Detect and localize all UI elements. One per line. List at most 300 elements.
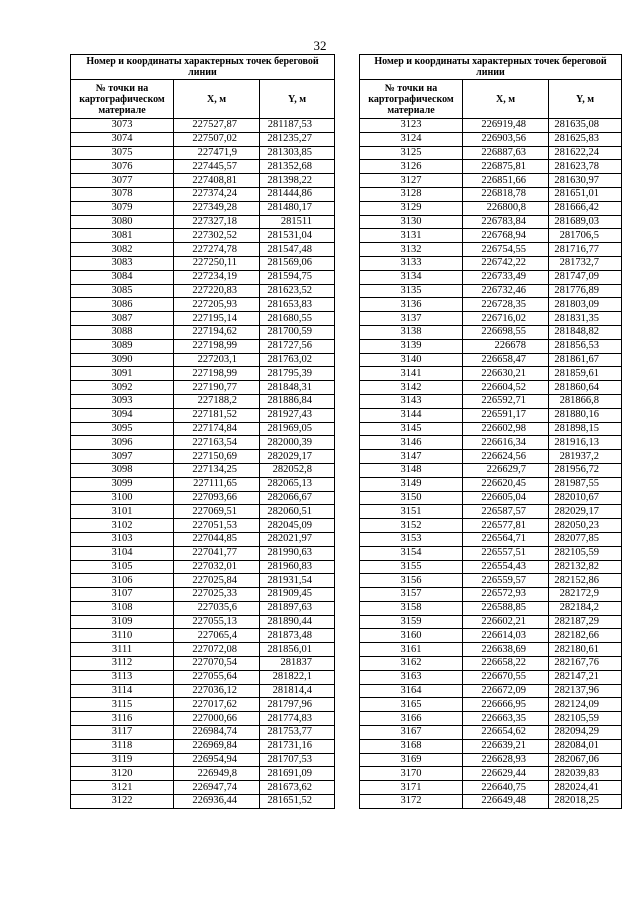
point-number-cell: 3114 xyxy=(71,684,174,698)
y-coordinate-cell: 281352,68 xyxy=(260,160,335,174)
y-coordinate-cell: 281880,16 xyxy=(549,408,622,422)
point-number-cell: 3169 xyxy=(360,753,463,767)
y-coordinate-cell: 281731,16 xyxy=(260,739,335,753)
point-number-cell: 3105 xyxy=(71,560,174,574)
point-number-cell: 3085 xyxy=(71,284,174,298)
y-coordinate-cell: 282147,21 xyxy=(549,670,622,684)
x-coordinate-cell: 226783,84 xyxy=(463,215,549,229)
x-coordinate-cell: 226716,02 xyxy=(463,312,549,326)
table-row xyxy=(71,312,335,326)
y-coordinate-cell: 281666,42 xyxy=(549,201,622,215)
x-coordinate-cell: 226614,03 xyxy=(463,629,549,643)
y-coordinate-cell: 281909,45 xyxy=(260,588,335,602)
point-number-cell: 3124 xyxy=(360,132,463,146)
point-number-cell: 3090 xyxy=(71,353,174,367)
table-row xyxy=(360,781,622,795)
y-coordinate-cell: 281956,72 xyxy=(549,463,622,477)
table-row xyxy=(71,450,335,464)
table-row xyxy=(71,781,335,795)
point-number-cell: 3096 xyxy=(71,436,174,450)
table-row xyxy=(360,657,622,671)
table-row xyxy=(360,546,622,560)
y-coordinate-cell: 281569,06 xyxy=(260,256,335,270)
point-number-cell: 3092 xyxy=(71,381,174,395)
x-coordinate-cell: 227163,54 xyxy=(174,436,260,450)
x-coordinate-cell: 226698,55 xyxy=(463,325,549,339)
table-row xyxy=(71,325,335,339)
x-coordinate-cell: 227072,08 xyxy=(174,643,260,657)
y-coordinate-cell: 281707,53 xyxy=(260,753,335,767)
point-number-cell: 3159 xyxy=(360,615,463,629)
point-number-cell: 3152 xyxy=(360,519,463,533)
y-coordinate-cell: 281890,44 xyxy=(260,615,335,629)
y-coordinate-cell: 282105,59 xyxy=(549,712,622,726)
point-number-cell: 3107 xyxy=(71,588,174,602)
coordinates-table-right xyxy=(359,54,622,809)
point-number-cell: 3086 xyxy=(71,298,174,312)
column-header-point-number: № точки на картографическом материале xyxy=(71,80,174,119)
y-coordinate-cell: 281547,48 xyxy=(260,243,335,257)
point-number-cell: 3100 xyxy=(71,491,174,505)
y-coordinate-cell: 282065,13 xyxy=(260,477,335,491)
table-row xyxy=(360,215,622,229)
point-number-cell: 3076 xyxy=(71,160,174,174)
y-coordinate-cell: 281848,31 xyxy=(260,381,335,395)
point-number-cell: 3075 xyxy=(71,146,174,160)
table-row xyxy=(360,243,622,257)
table-row xyxy=(71,477,335,491)
x-coordinate-cell: 226754,55 xyxy=(463,243,549,257)
point-number-cell: 3130 xyxy=(360,215,463,229)
x-coordinate-cell: 227374,24 xyxy=(174,187,260,201)
table-row xyxy=(360,519,622,533)
table-row xyxy=(71,588,335,602)
x-coordinate-cell: 226954,94 xyxy=(174,753,260,767)
point-number-cell: 3136 xyxy=(360,298,463,312)
x-coordinate-cell: 226818,78 xyxy=(463,187,549,201)
point-number-cell: 3089 xyxy=(71,339,174,353)
point-number-cell: 3140 xyxy=(360,353,463,367)
x-coordinate-cell: 226640,75 xyxy=(463,781,549,795)
table-row xyxy=(71,394,335,408)
point-number-cell: 3125 xyxy=(360,146,463,160)
x-coordinate-cell: 227055,13 xyxy=(174,615,260,629)
y-coordinate-cell: 282066,67 xyxy=(260,491,335,505)
table-row xyxy=(360,160,622,174)
x-coordinate-cell: 226936,44 xyxy=(174,795,260,809)
table-row xyxy=(71,601,335,615)
x-coordinate-cell: 226559,57 xyxy=(463,574,549,588)
y-coordinate-cell: 281623,52 xyxy=(260,284,335,298)
y-coordinate-cell: 281886,84 xyxy=(260,394,335,408)
x-coordinate-cell: 227093,66 xyxy=(174,491,260,505)
x-coordinate-cell: 226984,74 xyxy=(174,726,260,740)
point-number-cell: 3094 xyxy=(71,408,174,422)
x-coordinate-cell: 227044,85 xyxy=(174,532,260,546)
point-number-cell: 3138 xyxy=(360,325,463,339)
y-coordinate-cell: 281831,35 xyxy=(549,312,622,326)
x-coordinate-cell: 226947,74 xyxy=(174,781,260,795)
y-coordinate-cell: 281691,09 xyxy=(260,767,335,781)
point-number-cell: 3082 xyxy=(71,243,174,257)
x-coordinate-cell: 227203,1 xyxy=(174,353,260,367)
x-coordinate-cell: 226588,85 xyxy=(463,601,549,615)
table-row xyxy=(360,367,622,381)
x-coordinate-cell: 226604,52 xyxy=(463,381,549,395)
point-number-cell: 3121 xyxy=(71,781,174,795)
table-body-right xyxy=(360,119,622,809)
y-coordinate-cell: 282067,06 xyxy=(549,753,622,767)
x-coordinate-cell: 226554,43 xyxy=(463,560,549,574)
point-number-cell: 3143 xyxy=(360,394,463,408)
table-row xyxy=(360,325,622,339)
y-coordinate-cell: 282105,59 xyxy=(549,546,622,560)
y-coordinate-cell: 282050,23 xyxy=(549,519,622,533)
table-row xyxy=(71,505,335,519)
y-coordinate-cell: 281987,55 xyxy=(549,477,622,491)
table-row xyxy=(360,229,622,243)
point-number-cell: 3113 xyxy=(71,670,174,684)
table-row xyxy=(360,477,622,491)
table-row xyxy=(71,519,335,533)
table-row xyxy=(360,353,622,367)
y-coordinate-cell: 281727,56 xyxy=(260,339,335,353)
table-row xyxy=(71,422,335,436)
x-coordinate-cell: 227041,77 xyxy=(174,546,260,560)
y-coordinate-cell: 282029,17 xyxy=(260,450,335,464)
y-coordinate-cell: 282045,09 xyxy=(260,519,335,533)
table-row xyxy=(71,670,335,684)
point-number-cell: 3161 xyxy=(360,643,463,657)
table-row xyxy=(360,574,622,588)
point-number-cell: 3131 xyxy=(360,229,463,243)
table-row xyxy=(360,339,622,353)
table-row xyxy=(360,394,622,408)
y-coordinate-cell: 282024,41 xyxy=(549,781,622,795)
point-number-cell: 3118 xyxy=(71,739,174,753)
x-coordinate-cell: 227195,14 xyxy=(174,312,260,326)
y-coordinate-cell: 282152,86 xyxy=(549,574,622,588)
x-coordinate-cell: 226903,56 xyxy=(463,132,549,146)
x-coordinate-cell: 226666,95 xyxy=(463,698,549,712)
point-number-cell: 3117 xyxy=(71,726,174,740)
x-coordinate-cell: 226658,47 xyxy=(463,353,549,367)
point-number-cell: 3135 xyxy=(360,284,463,298)
table-row xyxy=(360,712,622,726)
y-coordinate-cell: 282018,25 xyxy=(549,795,622,809)
point-number-cell: 3102 xyxy=(71,519,174,533)
table-row xyxy=(360,670,622,684)
x-coordinate-cell: 226949,8 xyxy=(174,767,260,781)
y-coordinate-cell: 281747,09 xyxy=(549,270,622,284)
table-row xyxy=(360,726,622,740)
table-row xyxy=(71,243,335,257)
y-coordinate-cell: 282167,76 xyxy=(549,657,622,671)
x-coordinate-cell: 227181,52 xyxy=(174,408,260,422)
x-coordinate-cell: 227036,12 xyxy=(174,684,260,698)
x-coordinate-cell: 227198,99 xyxy=(174,367,260,381)
table-row xyxy=(360,588,622,602)
y-coordinate-cell: 281774,83 xyxy=(260,712,335,726)
y-coordinate-cell: 281594,75 xyxy=(260,270,335,284)
y-coordinate-cell: 281960,83 xyxy=(260,560,335,574)
point-number-cell: 3168 xyxy=(360,739,463,753)
y-coordinate-cell: 281689,03 xyxy=(549,215,622,229)
point-number-cell: 3122 xyxy=(71,795,174,809)
table-row xyxy=(71,546,335,560)
table-row xyxy=(360,505,622,519)
x-coordinate-cell: 227174,84 xyxy=(174,422,260,436)
table-row xyxy=(360,795,622,809)
x-coordinate-cell: 227471,9 xyxy=(174,146,260,160)
point-number-cell: 3153 xyxy=(360,532,463,546)
point-number-cell: 3133 xyxy=(360,256,463,270)
table-row xyxy=(360,201,622,215)
x-coordinate-cell: 227017,62 xyxy=(174,698,260,712)
column-header-x: X, м xyxy=(174,80,260,119)
point-number-cell: 3098 xyxy=(71,463,174,477)
y-coordinate-cell: 282021,97 xyxy=(260,532,335,546)
y-coordinate-cell: 281763,02 xyxy=(260,353,335,367)
y-coordinate-cell: 281625,83 xyxy=(549,132,622,146)
point-number-cell: 3165 xyxy=(360,698,463,712)
y-coordinate-cell: 281673,62 xyxy=(260,781,335,795)
x-coordinate-cell: 226605,04 xyxy=(463,491,549,505)
y-coordinate-cell: 281706,5 xyxy=(549,229,622,243)
point-number-cell: 3101 xyxy=(71,505,174,519)
y-coordinate-cell: 282172,9 xyxy=(549,588,622,602)
point-number-cell: 3077 xyxy=(71,174,174,188)
table-row xyxy=(71,629,335,643)
y-coordinate-cell: 281531,04 xyxy=(260,229,335,243)
point-number-cell: 3115 xyxy=(71,698,174,712)
table-row xyxy=(360,753,622,767)
y-coordinate-cell: 282084,01 xyxy=(549,739,622,753)
y-coordinate-cell: 281898,15 xyxy=(549,422,622,436)
point-number-cell: 3160 xyxy=(360,629,463,643)
point-number-cell: 3074 xyxy=(71,132,174,146)
table-row xyxy=(71,270,335,284)
table-row xyxy=(360,615,622,629)
point-number-cell: 3109 xyxy=(71,615,174,629)
table-row xyxy=(360,119,622,133)
point-number-cell: 3141 xyxy=(360,367,463,381)
y-coordinate-cell: 282000,39 xyxy=(260,436,335,450)
y-coordinate-cell: 281937,2 xyxy=(549,450,622,464)
y-coordinate-cell: 281753,77 xyxy=(260,726,335,740)
x-coordinate-cell: 226887,63 xyxy=(463,146,549,160)
table-body-left xyxy=(71,119,335,809)
y-coordinate-cell: 281822,1 xyxy=(260,670,335,684)
y-coordinate-cell: 281776,89 xyxy=(549,284,622,298)
y-coordinate-cell: 281927,43 xyxy=(260,408,335,422)
coordinates-table-left xyxy=(70,54,335,809)
point-number-cell: 3087 xyxy=(71,312,174,326)
point-number-cell: 3099 xyxy=(71,477,174,491)
table-row xyxy=(71,574,335,588)
point-number-cell: 3127 xyxy=(360,174,463,188)
y-coordinate-cell: 281897,63 xyxy=(260,601,335,615)
point-number-cell: 3106 xyxy=(71,574,174,588)
point-number-cell: 3119 xyxy=(71,753,174,767)
table-row xyxy=(360,381,622,395)
point-number-cell: 3081 xyxy=(71,229,174,243)
table-row xyxy=(71,174,335,188)
table-row xyxy=(71,160,335,174)
point-number-cell: 3146 xyxy=(360,436,463,450)
table-row xyxy=(71,256,335,270)
table-row xyxy=(71,215,335,229)
x-coordinate-cell: 226649,48 xyxy=(463,795,549,809)
y-coordinate-cell: 282077,85 xyxy=(549,532,622,546)
x-coordinate-cell: 227250,11 xyxy=(174,256,260,270)
y-coordinate-cell: 281848,82 xyxy=(549,325,622,339)
table-row xyxy=(71,643,335,657)
x-coordinate-cell: 226732,46 xyxy=(463,284,549,298)
y-coordinate-cell: 281795,39 xyxy=(260,367,335,381)
x-coordinate-cell: 226616,34 xyxy=(463,436,549,450)
table-row xyxy=(71,436,335,450)
x-coordinate-cell: 227445,57 xyxy=(174,160,260,174)
x-coordinate-cell: 227349,28 xyxy=(174,201,260,215)
table-row xyxy=(71,532,335,546)
y-coordinate-cell: 281931,54 xyxy=(260,574,335,588)
x-coordinate-cell: 227234,19 xyxy=(174,270,260,284)
y-coordinate-cell: 281635,08 xyxy=(549,119,622,133)
y-coordinate-cell: 281814,4 xyxy=(260,684,335,698)
point-number-cell: 3155 xyxy=(360,560,463,574)
table-row xyxy=(71,739,335,753)
y-coordinate-cell: 281856,01 xyxy=(260,643,335,657)
point-number-cell: 3148 xyxy=(360,463,463,477)
y-coordinate-cell: 281303,85 xyxy=(260,146,335,160)
y-coordinate-cell: 281630,97 xyxy=(549,174,622,188)
y-coordinate-cell: 282039,83 xyxy=(549,767,622,781)
x-coordinate-cell: 227065,4 xyxy=(174,629,260,643)
x-coordinate-cell: 226639,21 xyxy=(463,739,549,753)
point-number-cell: 3073 xyxy=(71,119,174,133)
table-row xyxy=(360,629,622,643)
y-coordinate-cell: 282060,51 xyxy=(260,505,335,519)
x-coordinate-cell: 226602,21 xyxy=(463,615,549,629)
x-coordinate-cell: 227188,2 xyxy=(174,394,260,408)
x-coordinate-cell: 226592,71 xyxy=(463,394,549,408)
x-coordinate-cell: 227190,77 xyxy=(174,381,260,395)
column-header-x: X, м xyxy=(463,80,549,119)
x-coordinate-cell: 226620,45 xyxy=(463,477,549,491)
x-coordinate-cell: 226670,55 xyxy=(463,670,549,684)
table-row xyxy=(71,146,335,160)
x-coordinate-cell: 227055,64 xyxy=(174,670,260,684)
table-row xyxy=(360,256,622,270)
point-number-cell: 3150 xyxy=(360,491,463,505)
point-number-cell: 3123 xyxy=(360,119,463,133)
table-row xyxy=(71,132,335,146)
table-caption: Номер и координаты характерных точек береговой линии xyxy=(71,55,335,80)
x-coordinate-cell: 227220,83 xyxy=(174,284,260,298)
x-coordinate-cell: 226768,94 xyxy=(463,229,549,243)
table-row xyxy=(71,684,335,698)
point-number-cell: 3095 xyxy=(71,422,174,436)
point-number-cell: 3080 xyxy=(71,215,174,229)
x-coordinate-cell: 227198,99 xyxy=(174,339,260,353)
point-number-cell: 3088 xyxy=(71,325,174,339)
y-coordinate-cell: 281732,7 xyxy=(549,256,622,270)
point-number-cell: 3149 xyxy=(360,477,463,491)
y-coordinate-cell: 281969,05 xyxy=(260,422,335,436)
x-coordinate-cell: 227205,93 xyxy=(174,298,260,312)
point-number-cell: 3111 xyxy=(71,643,174,657)
table-row xyxy=(71,298,335,312)
table-row xyxy=(71,187,335,201)
table-row xyxy=(360,560,622,574)
y-coordinate-cell: 281651,52 xyxy=(260,795,335,809)
table-row xyxy=(71,698,335,712)
y-coordinate-cell: 281187,53 xyxy=(260,119,335,133)
table-row xyxy=(71,615,335,629)
table-row xyxy=(360,643,622,657)
point-number-cell: 3103 xyxy=(71,532,174,546)
table-row xyxy=(71,119,335,133)
table-row xyxy=(360,270,622,284)
y-coordinate-cell: 282094,29 xyxy=(549,726,622,740)
y-coordinate-cell: 281622,24 xyxy=(549,146,622,160)
point-number-cell: 3167 xyxy=(360,726,463,740)
point-number-cell: 3139 xyxy=(360,339,463,353)
x-coordinate-cell: 226672,09 xyxy=(463,684,549,698)
table-row xyxy=(71,657,335,671)
table-row xyxy=(71,229,335,243)
x-coordinate-cell: 226728,35 xyxy=(463,298,549,312)
column-header-y: Y, м xyxy=(549,80,622,119)
point-number-cell: 3147 xyxy=(360,450,463,464)
column-header-y: Y, м xyxy=(260,80,335,119)
table-row xyxy=(360,187,622,201)
point-number-cell: 3134 xyxy=(360,270,463,284)
y-coordinate-cell: 281860,64 xyxy=(549,381,622,395)
y-coordinate-cell: 282137,96 xyxy=(549,684,622,698)
x-coordinate-cell: 226969,84 xyxy=(174,739,260,753)
x-coordinate-cell: 227032,01 xyxy=(174,560,260,574)
table-row xyxy=(360,491,622,505)
point-number-cell: 3126 xyxy=(360,160,463,174)
table-row xyxy=(71,491,335,505)
table-row xyxy=(71,201,335,215)
y-coordinate-cell: 281511 xyxy=(260,215,335,229)
table-row xyxy=(71,381,335,395)
x-coordinate-cell: 226587,57 xyxy=(463,505,549,519)
x-coordinate-cell: 226629,7 xyxy=(463,463,549,477)
point-number-cell: 3162 xyxy=(360,657,463,671)
x-coordinate-cell: 227051,53 xyxy=(174,519,260,533)
table-caption: Номер и координаты характерных точек береговой линии xyxy=(360,55,622,80)
table-row xyxy=(360,698,622,712)
table-row xyxy=(360,312,622,326)
x-coordinate-cell: 226663,35 xyxy=(463,712,549,726)
point-number-cell: 3129 xyxy=(360,201,463,215)
y-coordinate-cell: 281235,27 xyxy=(260,132,335,146)
y-coordinate-cell: 281866,8 xyxy=(549,394,622,408)
x-coordinate-cell: 227527,87 xyxy=(174,119,260,133)
y-coordinate-cell: 281653,83 xyxy=(260,298,335,312)
table-row xyxy=(71,353,335,367)
page-number: 32 xyxy=(313,38,327,53)
x-coordinate-cell: 226624,56 xyxy=(463,450,549,464)
x-coordinate-cell: 227194,62 xyxy=(174,325,260,339)
y-coordinate-cell: 281651,01 xyxy=(549,187,622,201)
point-number-cell: 3120 xyxy=(71,767,174,781)
table-row xyxy=(71,408,335,422)
